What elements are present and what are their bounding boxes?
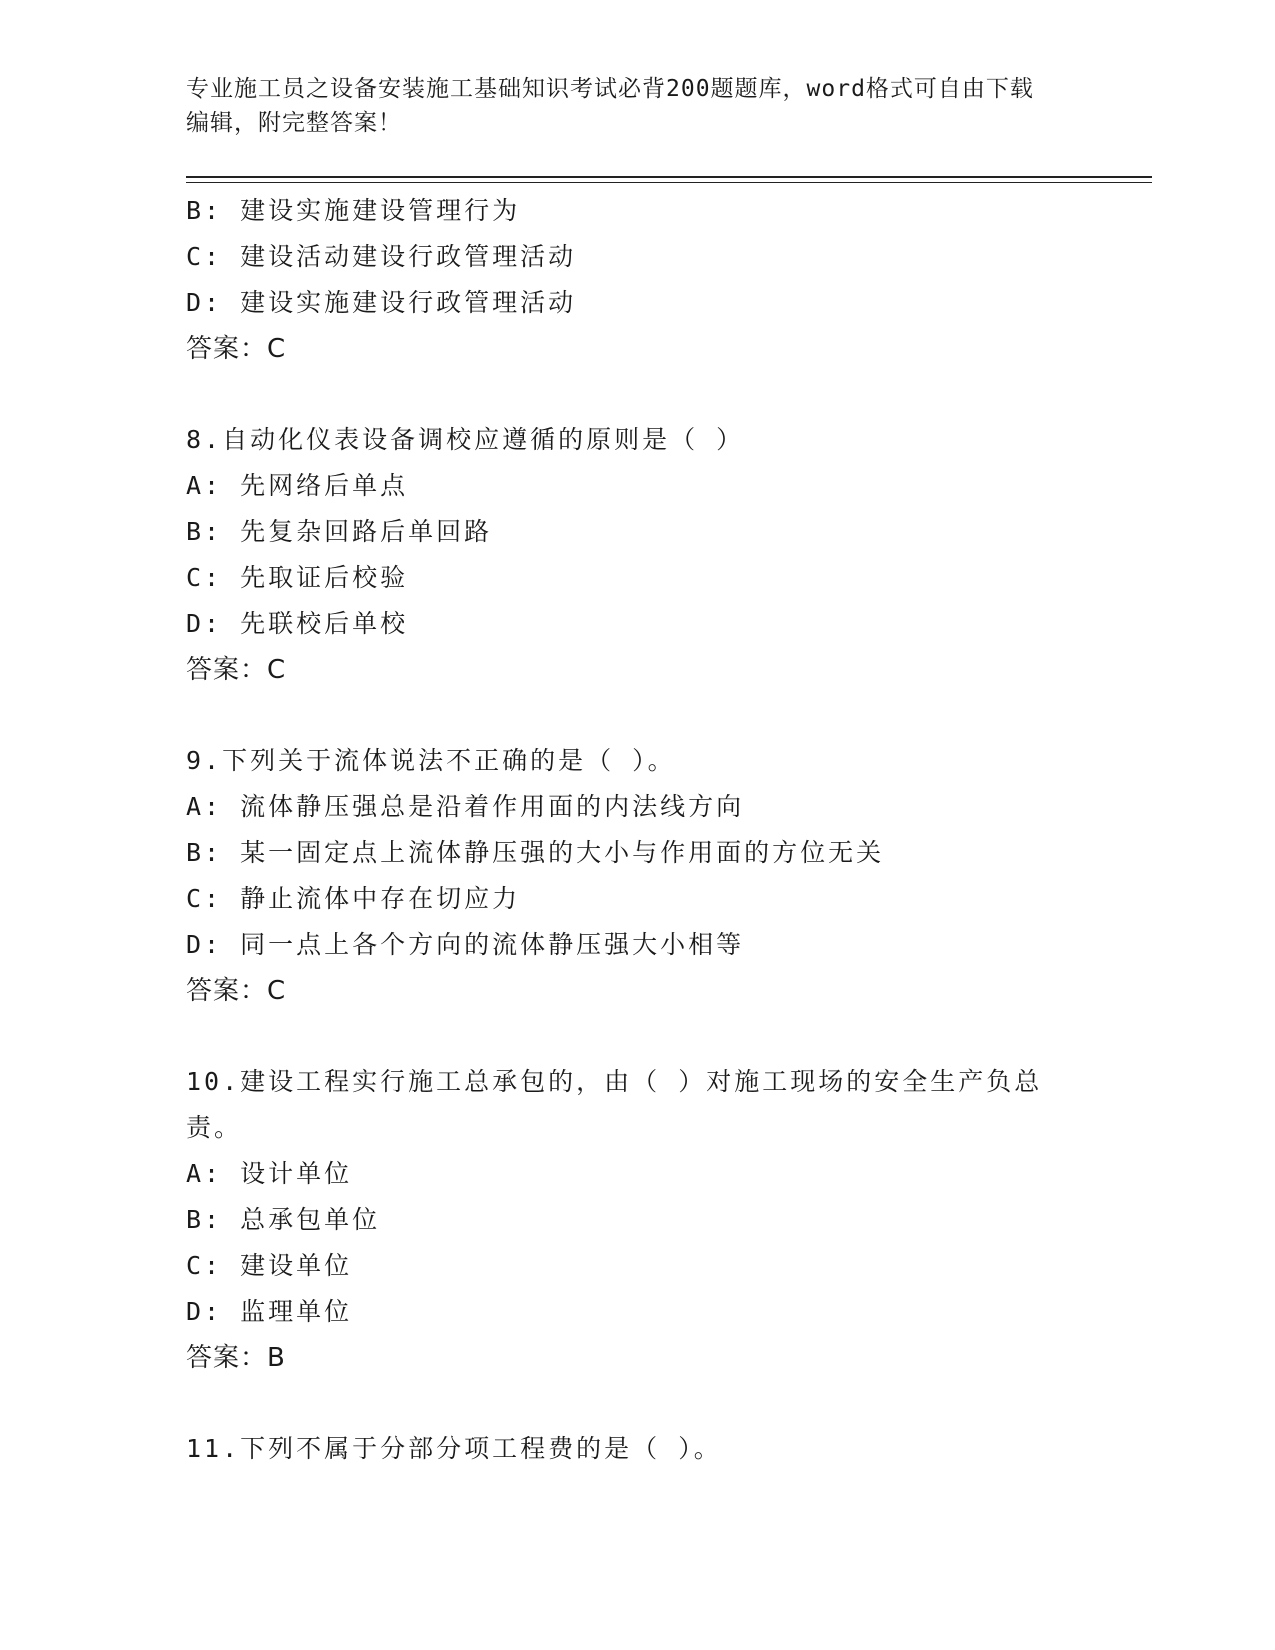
- option-a: A: 流体静压强总是沿着作用面的内法线方向: [186, 792, 745, 821]
- question-list: [186, 188, 1152, 1472]
- option-d: D: 建设实施建设行政管理活动: [186, 288, 577, 317]
- option-c: C: 先取证后校验: [186, 563, 409, 592]
- answer-line: 答案：C: [186, 334, 287, 364]
- answer-line: 答案：C: [186, 655, 287, 685]
- answer-line: 答案：B: [186, 1343, 286, 1373]
- option-d: D: 监理单位: [186, 1297, 353, 1326]
- question-stem: 8.自动化仪表设备调校应遵循的原则是（ ）: [186, 425, 745, 454]
- header-line-1: 专业施工员之设备安装施工基础知识考试必背200题题库，word格式可自由下载: [186, 76, 1034, 102]
- question-stem: 9.下列关于流体说法不正确的是（ ）。: [186, 746, 676, 775]
- header-line-2: 编辑，附完整答案！: [186, 110, 402, 136]
- option-a: A: 先网络后单点: [186, 471, 409, 500]
- option-c: C: 建设单位: [186, 1251, 353, 1280]
- question-stem-line-1: 10.建设工程实行施工总承包的，由（ ）对施工现场的安全生产负总: [186, 1067, 1043, 1096]
- question-stem-line-2: 责。: [186, 1113, 243, 1142]
- option-b: B: 先复杂回路后单回路: [186, 517, 493, 546]
- option-d: D: 先联校后单校: [186, 609, 409, 638]
- option-d: D: 同一点上各个方向的流体静压强大小相等: [186, 930, 745, 959]
- option-c: C: 建设活动建设行政管理活动: [186, 242, 577, 271]
- option-b: B: 某一固定点上流体静压强的大小与作用面的方位无关: [186, 838, 885, 867]
- header-rule-thick: [186, 176, 1152, 178]
- question-stem: 11.下列不属于分部分项工程费的是（ ）。: [186, 1434, 722, 1463]
- question-block-9: [186, 738, 1152, 1014]
- answer-line: 答案：C: [186, 976, 287, 1006]
- question-block-8: [186, 417, 1152, 693]
- question-block-11: [186, 1426, 1152, 1472]
- question-block-7: [186, 188, 1152, 372]
- document-header: [186, 72, 1086, 140]
- header-rule-thin: [186, 182, 1152, 183]
- option-a: A: 设计单位: [186, 1159, 353, 1188]
- option-b: B: 建设实施建设管理行为: [186, 196, 521, 225]
- option-b: B: 总承包单位: [186, 1205, 381, 1234]
- question-block-10: [186, 1059, 1152, 1381]
- option-c: C: 静止流体中存在切应力: [186, 884, 521, 913]
